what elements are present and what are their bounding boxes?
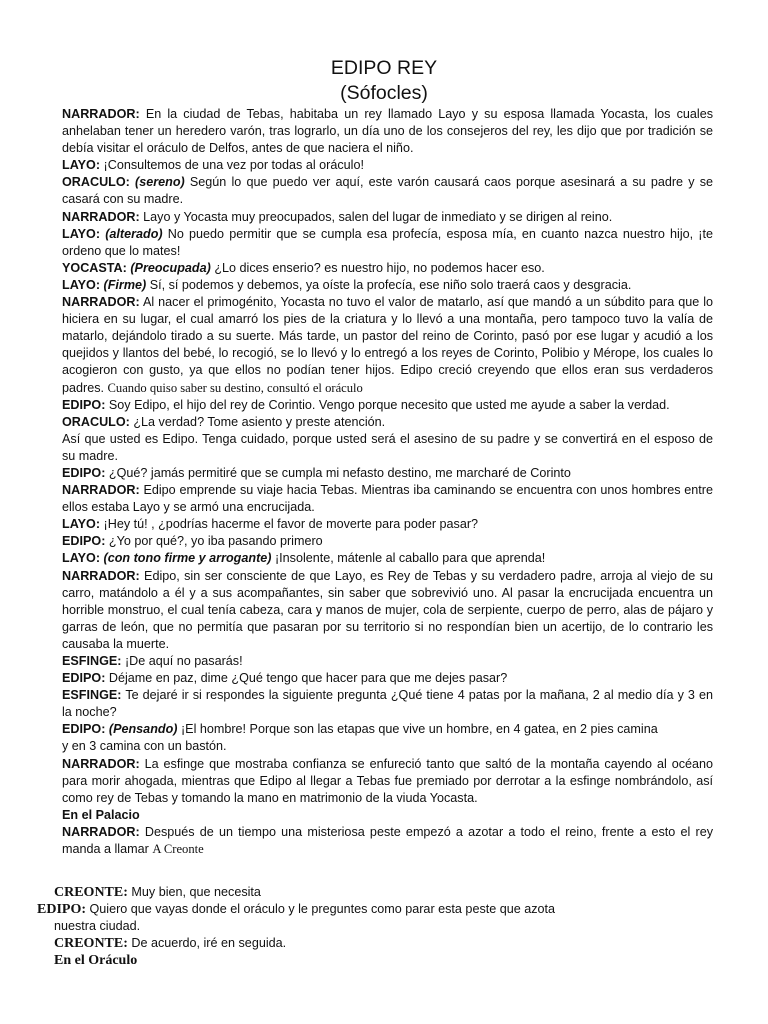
serif-fragment: Cuando quiso saber su destino, consultó el oráculo — [107, 380, 363, 395]
dialogue-text: Muy bien, que necesita — [131, 885, 261, 899]
dialogue-text: ¿Yo por qué?, yo iba pasando primero — [108, 534, 323, 549]
dialogue-paragraph — [62, 209, 713, 226]
dialogue-text: y en 3 camina con un bastón. — [62, 739, 227, 754]
dialogue-paragraph — [62, 653, 713, 670]
heading-text: En el Oráculo — [54, 953, 138, 969]
speaker-label: CREONTE: — [54, 885, 128, 900]
speaker-label: ORACULO: — [62, 414, 130, 429]
speaker-label: EDIPO: — [62, 397, 106, 412]
dialogue-paragraph — [62, 568, 713, 653]
dialogue-paragraph — [62, 226, 713, 260]
dialogue-paragraph — [62, 414, 713, 431]
speaker-label: EDIPO: — [62, 534, 106, 549]
dialogue-paragraph — [62, 465, 713, 482]
document-title: EDIPO REY — [330, 57, 438, 79]
dialogue-line — [0, 935, 768, 952]
dialogue-text: Edipo emprende su viaje hacia Tebas. Mientras iba caminando se encuentra con unos hombres entre ellos estaba Layo y se armó una encrucijada. — [62, 483, 713, 515]
dialogue-paragraph — [62, 687, 713, 721]
speaker-label: LAYO: — [62, 158, 101, 173]
dialogue-paragraph — [62, 756, 713, 807]
dialogue-text: En la ciudad de Tebas, habitaba un rey llamado Layo y su esposa llamada Yocasta, los cuales anhelaban tener un heredero varón, tras lograrlo, un día uno de los consejeros del rey, les dijo que por tradición se debía visitar el oráculo de Delfos, antes de que naciera el niño. — [62, 107, 714, 156]
serif-fragment: A Creonte — [152, 842, 204, 857]
dialogue-text: Soy Edipo, el hijo del rey de Corintio. Vengo porque necesito que usted me ayude a saber la verdad. — [108, 397, 670, 412]
dialogue-paragraph — [62, 157, 713, 174]
speaker-label: ESFINGE: — [62, 654, 122, 668]
dialogue-line — [0, 918, 768, 935]
dialogue-line — [0, 901, 768, 918]
dialogue-text: Te dejaré ir si respondes la siguiente pregunta ¿Qué tiene 4 patas por la mañana, 2 al medio día y 3 en la noche? — [62, 688, 713, 720]
speaker-label: NARRADOR: — [62, 483, 140, 498]
speaker-label: NARRADOR: — [62, 568, 140, 583]
speaker-label: EDIPO: — [62, 722, 106, 737]
dialogue-text: Quiero que vayas donde el oráculo y le preguntes como parar esta peste que azota — [89, 902, 556, 917]
dialogue-text: Edipo, sin ser consciente de que Layo, es Rey de Tebas y su verdadero padre, arroja al viejo de su carro, matándolo a él y a sus acompañantes, sin saber que sobrevivió uno. Al pasar la encrucijada encuentra un horrible monstruo, el cual tenía cabeza, cara y manos de mujer, cola de serpiente, cuerpo de perro, alas de pájaro y garras de león, que no permitía que pasaran por su territorio si no respondían bien un acertijo, de lo contrario les causaba la muerte. — [62, 568, 713, 651]
dialogue-text: nuestra ciudad. — [54, 919, 141, 934]
dialogue-text: ¡El hombre! Porque son las etapas que vive un hombre, en 4 gatea, en 2 pies camina — [180, 722, 658, 737]
dialogue-text: Sí, sí podemos y debemos, ya oíste la profecía, ese niño solo traerá caos y desgracia. — [149, 277, 632, 292]
speaker-label: LAYO: — [62, 226, 101, 241]
dialogue-paragraph — [62, 824, 713, 858]
closing-dialogue — [0, 884, 768, 969]
dialogue-text: ¿Lo dices enserio? es nuestro hijo, no podemos hacer eso. — [214, 260, 545, 275]
dialogue-text: Según lo que puedo ver aquí, este varón causará caos porque asesinará a su padre y se casará con su madre. — [62, 175, 713, 207]
dialogue-text: ¿Qué? jamás permitiré que se cumpla mi nefasto destino, me marcharé de Corinto — [108, 465, 571, 480]
dialogue-paragraph — [62, 277, 713, 294]
speaker-label: LAYO: — [62, 517, 101, 532]
speaker-label: EDIPO: — [62, 671, 106, 686]
dialogue-paragraph — [62, 431, 713, 465]
dialogue-paragraph — [62, 670, 713, 687]
dialogue-text: Layo y Yocasta muy preocupados, salen del lugar de inmediato y se dirigen al reino. — [143, 209, 613, 224]
scene-heading-oraculo — [0, 952, 768, 969]
dialogue-text: No puedo permitir que se cumpla esa profecía, esposa mía, en cuanto nazca nuestro hijo, ¡te ordeno que lo mates! — [62, 226, 713, 258]
dialogue-text: La esfinge que mostraba confianza se enfureció tanto que saltó de la montaña cayendo al océano para morir ahogada, mientras que Edipo al llegar a Tebas fue premiado por derrotar a la esfinge nombrándolo, así como rey de Tebas y tomando la mano en matrimonio de la viuda Yocasta. — [62, 756, 714, 805]
dialogue-paragraph — [62, 516, 713, 533]
dialogue-paragraph — [62, 174, 713, 208]
scene-heading-palacio: En el Palacio — [62, 807, 140, 822]
speaker-label: NARRADOR: — [62, 209, 140, 224]
dialogue-paragraph — [62, 533, 713, 550]
dialogue-paragraph — [62, 721, 713, 755]
dialogue-text: ¡De aquí no pasarás! — [124, 654, 243, 668]
dialogue-paragraph — [62, 550, 713, 567]
script-body — [62, 106, 713, 858]
dialogue-text: De acuerdo, iré en seguida. — [131, 936, 287, 951]
dialogue-paragraph — [62, 294, 713, 397]
speaker-label: CREONTE: — [54, 936, 128, 952]
document-subtitle: (Sófocles) — [340, 82, 428, 104]
speaker-label: NARRADOR: — [62, 756, 140, 771]
speaker-label: NARRADOR: — [62, 295, 140, 310]
stage-direction: (alterado) — [105, 226, 163, 241]
dialogue-text: Al nacer el primogénito, Yocasta no tuvo el valor de matarlo, así que mandó a un súbdito para que lo hiciera en su lugar, el cual amarró los pies de la criatura y lo llevó a una montaña, pero tampoco tuvo la valía de matarlo, dejándolo tirado a su suerte. Más tarde, un pastor del reino de Corinto, pasó por ese lugar y acudió a los quejidos y llantos del bebé, lo recogió, se lo llevó y lo entregó a los reyes de Corinto, Polibio y Mérope, los cuales lo acogieron con gusto, ya que ellos no podían tener hijos. Edipo creció creyendo que ellos eran sus verdaderos padres. — [62, 295, 713, 395]
stage-direction: (con tono firme y arrogante) — [103, 551, 272, 566]
dialogue-text: ¡Insolente, mátenle al caballo para que aprenda! — [274, 551, 546, 566]
stage-direction: (Firme) — [103, 277, 147, 292]
stage-direction: (sereno) — [135, 175, 185, 190]
dialogue-paragraph — [62, 260, 713, 277]
dialogue-paragraph — [62, 397, 713, 414]
dialogue-text: Así que usted es Edipo. Tenga cuidado, porque usted será el asesino de su padre y se convertirá en el esposo de su madre. — [62, 431, 713, 463]
speaker-label: ORACULO: — [62, 175, 130, 190]
dialogue-text: ¿La verdad? Tome asiento y preste atención. — [133, 414, 386, 429]
stage-direction: (Pensando) — [108, 722, 178, 737]
speaker-label: ESFINGE: — [62, 688, 122, 703]
dialogue-text: ¡Hey tú! , ¿podrías hacerme el favor de moverte para poder pasar? — [103, 517, 479, 532]
speaker-label: YOCASTA: — [62, 260, 127, 275]
speaker-label: EDIPO: — [62, 465, 106, 480]
dialogue-line — [0, 884, 768, 901]
speaker-label: LAYO: — [62, 277, 101, 292]
dialogue-text: ¡Consultemos de una vez por todas al oráculo! — [103, 158, 364, 173]
speaker-label: LAYO: — [62, 551, 101, 566]
speaker-label: NARRADOR: — [62, 824, 140, 839]
speaker-label: NARRADOR: — [62, 107, 140, 121]
dialogue-paragraph — [62, 482, 713, 516]
speaker-label: EDIPO: — [37, 902, 86, 918]
dialogue-text: Después de un tiempo una misteriosa peste empezó a azotar a todo el reino, frente a esto el rey manda a llamar — [62, 824, 713, 857]
stage-direction: (Preocupada) — [130, 260, 211, 275]
dialogue-paragraph — [62, 106, 713, 157]
dialogue-text: Déjame en paz, dime ¿Qué tengo que hacer para que me dejes pasar? — [108, 671, 508, 686]
